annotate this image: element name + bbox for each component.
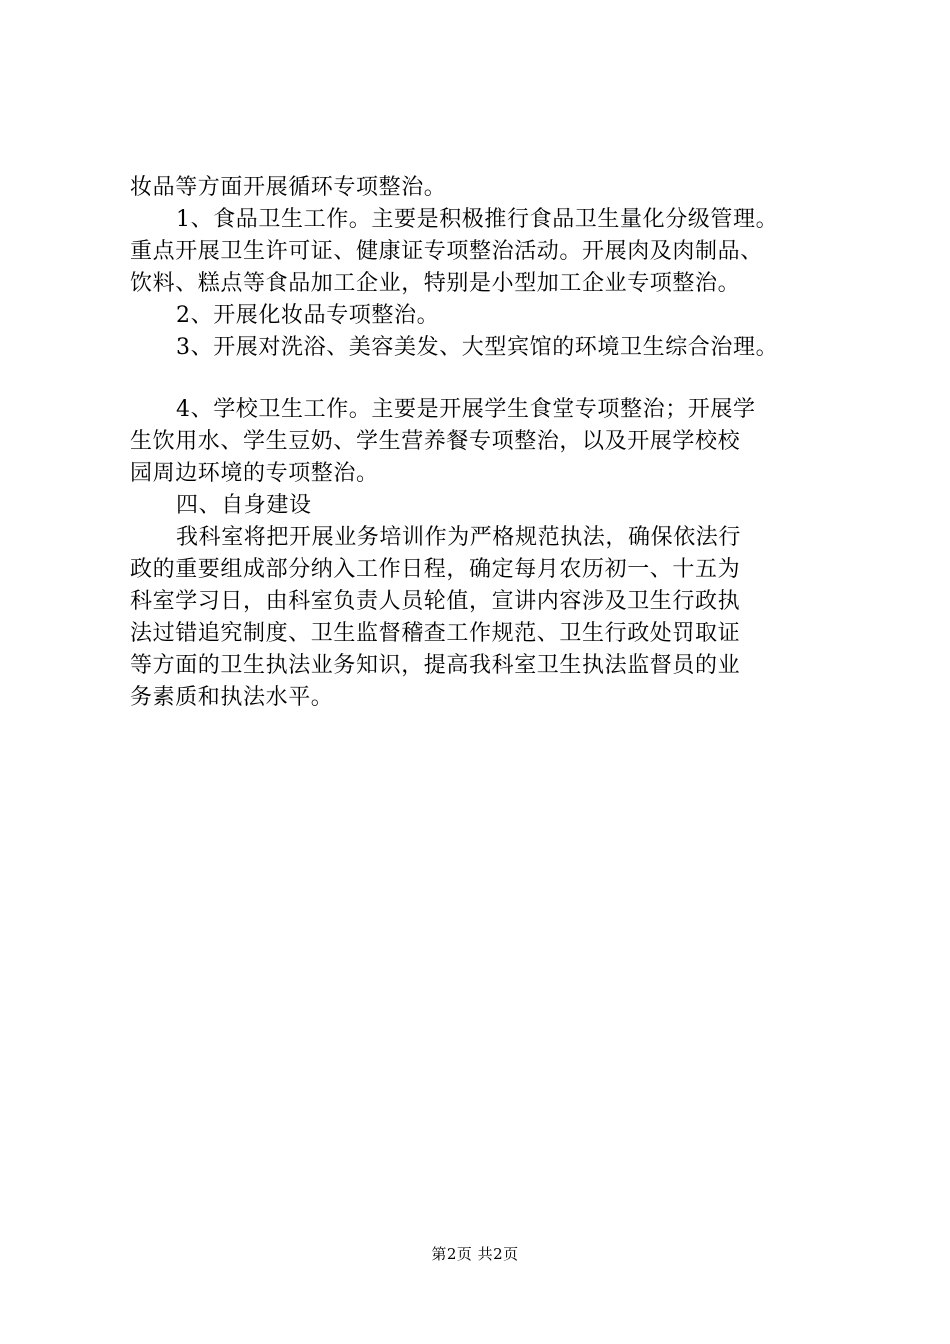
paragraph-line: 2、开展化妆品专项整治。 [176, 303, 440, 328]
paragraph-line: 3、开展对洗浴、美容美发、大型宾馆的环境卫生综合治理。 [176, 335, 779, 360]
paragraph-line: 重点开展卫生许可证、健康证专项整治活动。开展肉及肉制品、 [130, 239, 763, 264]
paragraph-line: 务素质和执法水平。 [130, 685, 334, 710]
document-body [130, 172, 830, 714]
paragraph-line: 饮料、糕点等食品加工企业，特别是小型加工企业专项整治。 [130, 271, 741, 296]
paragraph-line: 法过错追究制度、卫生监督稽查工作规范、卫生行政处罚取证 [130, 621, 741, 646]
paragraph-line: 生饮用水、学生豆奶、学生营养餐专项整治，以及开展学校校 [130, 429, 741, 454]
section-heading: 四、自身建设 [176, 493, 312, 518]
paragraph-line: 妆品等方面开展循环专项整治。 [130, 175, 447, 200]
paragraph-line: 政的重要组成部分纳入工作日程，确定每月农历初一、十五为 [130, 557, 741, 582]
paragraph-gap [130, 364, 830, 394]
paragraph-line: 等方面的卫生执法业务知识，提高我科室卫生执法监督员的业 [130, 653, 741, 678]
page-number: 第2页 共2页 [431, 1245, 519, 1263]
paragraph-line: 科室学习日，由科室负责人员轮值，宣讲内容涉及卫生行政执 [130, 589, 741, 614]
paragraph-line: 1、食品卫生工作。主要是积极推行食品卫生量化分级管理。 [176, 207, 779, 232]
paragraph-line: 园周边环境的专项整治。 [130, 461, 379, 486]
paragraph-line: 我科室将把开展业务培训作为严格规范执法，确保依法行 [176, 525, 742, 550]
paragraph-line: 4、学校卫生工作。主要是开展学生食堂专项整治；开展学 [176, 397, 756, 422]
